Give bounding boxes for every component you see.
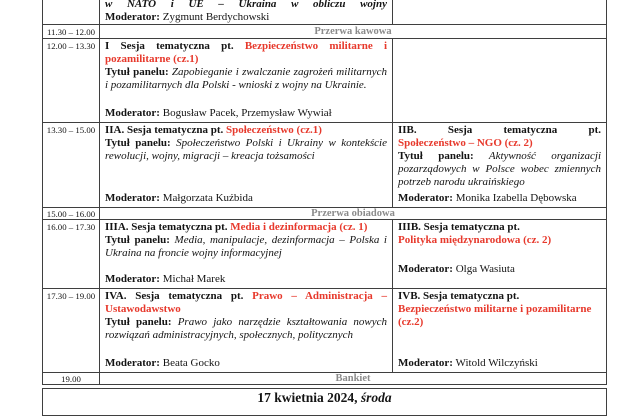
session-cell-3b <box>393 220 606 288</box>
moderator-line <box>105 11 387 24</box>
program-table <box>42 0 607 385</box>
panel-line <box>105 234 387 260</box>
panel-label: Tytuł panelu: <box>105 137 171 149</box>
session-title: IIIB. Sesja tematyczna pt. <box>398 221 520 233</box>
session-title-prefix: IIA. Sesja tematyczna pt. <box>105 124 226 136</box>
session-title-topic: Media i dezinformacja (cz. 1) <box>230 221 368 233</box>
session-title: IVB. Sesja tematyczna pt. <box>398 290 520 302</box>
moderator-names: Michał Marek <box>159 273 226 285</box>
schedule-row-session-1 <box>43 39 606 123</box>
schedule-row-session-2 <box>43 123 606 208</box>
session-cell-2b <box>393 123 606 207</box>
schedule-row-session-3 <box>43 220 606 289</box>
time-cell: 19.00 <box>43 373 100 384</box>
moderator-label: Moderator: <box>105 273 160 285</box>
moderator-line <box>105 273 387 286</box>
time-cell <box>43 0 100 24</box>
moderator-names: Beata Gocko <box>159 357 220 369</box>
moderator-names: Monika Izabella Dębowska <box>452 192 577 204</box>
panel-label: Tytuł panelu: <box>105 66 169 78</box>
panel-text: Aktywność organizacji pozarządowych w Polsce wobec zmiennych potrzeb narodu ukraińskiego <box>398 150 602 188</box>
session-title: IIB. Sesja tematyczna pt. <box>398 124 601 136</box>
moderator-line <box>398 192 601 205</box>
moderator-label: Moderator: <box>105 192 160 204</box>
break-label: Przerwa obiadowa <box>311 208 395 219</box>
date-day: środa <box>357 390 392 405</box>
schedule-row-banquet <box>43 373 606 385</box>
time-cell: 17.30 – 19.00 <box>43 289 100 372</box>
panel-label: Tytuł panelu: <box>105 316 172 328</box>
moderator-line <box>398 263 601 276</box>
moderator-line <box>105 107 387 120</box>
panel-label: Tytuł panelu: <box>105 234 170 246</box>
moderator-names: Zygmunt Berdychowski <box>159 11 270 23</box>
session-title-topic: Bezpieczeństwo militarne i pozamilitarne (cz.2) <box>398 303 592 328</box>
moderator-names: Małgorzata Kuźbida <box>159 192 253 204</box>
session-cell-3a <box>100 220 393 288</box>
moderator-label: Moderator: <box>398 357 453 369</box>
empty-cell <box>393 39 606 122</box>
session-title <box>105 290 387 316</box>
panel-text: Prawo jako narzędzie kształtowania nowych rozwiązań administracyjnych, społecznych, politycznych <box>105 316 388 341</box>
session-title-topic: Społeczeństwo (cz.1) <box>225 124 322 136</box>
time-cell: 11.30 – 12.00 <box>43 25 100 38</box>
session-title <box>105 40 387 66</box>
session-title-continuation: w NATO i UE – Ukraina w obliczu wojny <box>105 0 387 10</box>
time-cell: 16.00 – 17.30 <box>43 220 100 288</box>
time-cell: 12.00 – 13.30 <box>43 39 100 122</box>
moderator-line <box>398 357 601 370</box>
date-header <box>42 388 607 416</box>
moderator-names: Olga Wasiuta <box>452 263 515 275</box>
session-title-prefix: IIIA. Sesja tematyczna pt. <box>105 221 231 233</box>
schedule-row-session-4 <box>43 289 606 373</box>
schedule-row-coffee-break <box>43 25 606 39</box>
moderator-label: Moderator: <box>105 107 160 119</box>
empty-cell <box>393 0 606 24</box>
moderator-names: Bogusław Pacek, Przemysław Wywiał <box>159 107 332 119</box>
schedule-row-top-partial <box>43 0 606 25</box>
session-cell <box>100 39 393 122</box>
banquet-label: Bankiet <box>335 373 371 384</box>
session-cell-2a <box>100 123 393 207</box>
session-title-topic: Społeczeństwo – NGO (cz. 2) <box>398 137 533 149</box>
session-title <box>105 124 387 137</box>
moderator-label: Moderator: <box>398 263 453 275</box>
moderator-line <box>105 192 387 205</box>
moderator-names: Witold Wilczyński <box>452 357 538 369</box>
date-text: 17 kwietnia 2024, <box>257 390 358 405</box>
panel-label: Tytuł panelu: <box>398 150 474 162</box>
panel-line <box>105 66 387 92</box>
time-cell: 13.30 – 15.00 <box>43 123 100 207</box>
session-cell-4a <box>100 289 393 372</box>
session-title <box>105 221 387 234</box>
moderator-line <box>105 357 387 370</box>
panel-line <box>105 137 387 163</box>
moderator-label: Moderator: <box>398 192 453 204</box>
panel-text: Społeczeństwo Polski i Ukrainy w kontekście rewolucji, wojny, migracji – kreacja tożsamości <box>105 137 387 162</box>
panel-line <box>105 316 387 342</box>
session-title-topic: Polityka międzynarodowa (cz. 2) <box>398 234 552 246</box>
session-title-topic: Prawo – Administracja – Ustawodawstwo <box>105 290 388 315</box>
session-cell <box>100 0 393 24</box>
moderator-label: Moderator: <box>105 11 160 23</box>
session-cell-4b <box>393 289 606 372</box>
panel-text: Media, manipulacje, dezinformacja – Polska i Ukraina na froncie wojny informacyjnej <box>105 234 387 259</box>
session-title-topic: Bezpieczeństwo militarne i pozamilitarne (cz.1) <box>105 40 387 65</box>
moderator-label: Moderator: <box>105 357 160 369</box>
break-label: Przerwa kawowa <box>314 26 392 37</box>
panel-line <box>398 150 601 189</box>
time-cell: 15.00 – 16.00 <box>43 208 100 219</box>
schedule-row-lunch-break <box>43 208 606 220</box>
session-title-prefix: I Sesja tematyczna pt. <box>105 40 245 52</box>
session-title-prefix: IVA. Sesja tematyczna pt. <box>105 290 253 302</box>
panel-text: Zapobieganie i zwalczanie zagrożeń militarnych i pozamilitarnych dla Polski - wnioski z wojny na Ukrainie. <box>105 66 388 91</box>
